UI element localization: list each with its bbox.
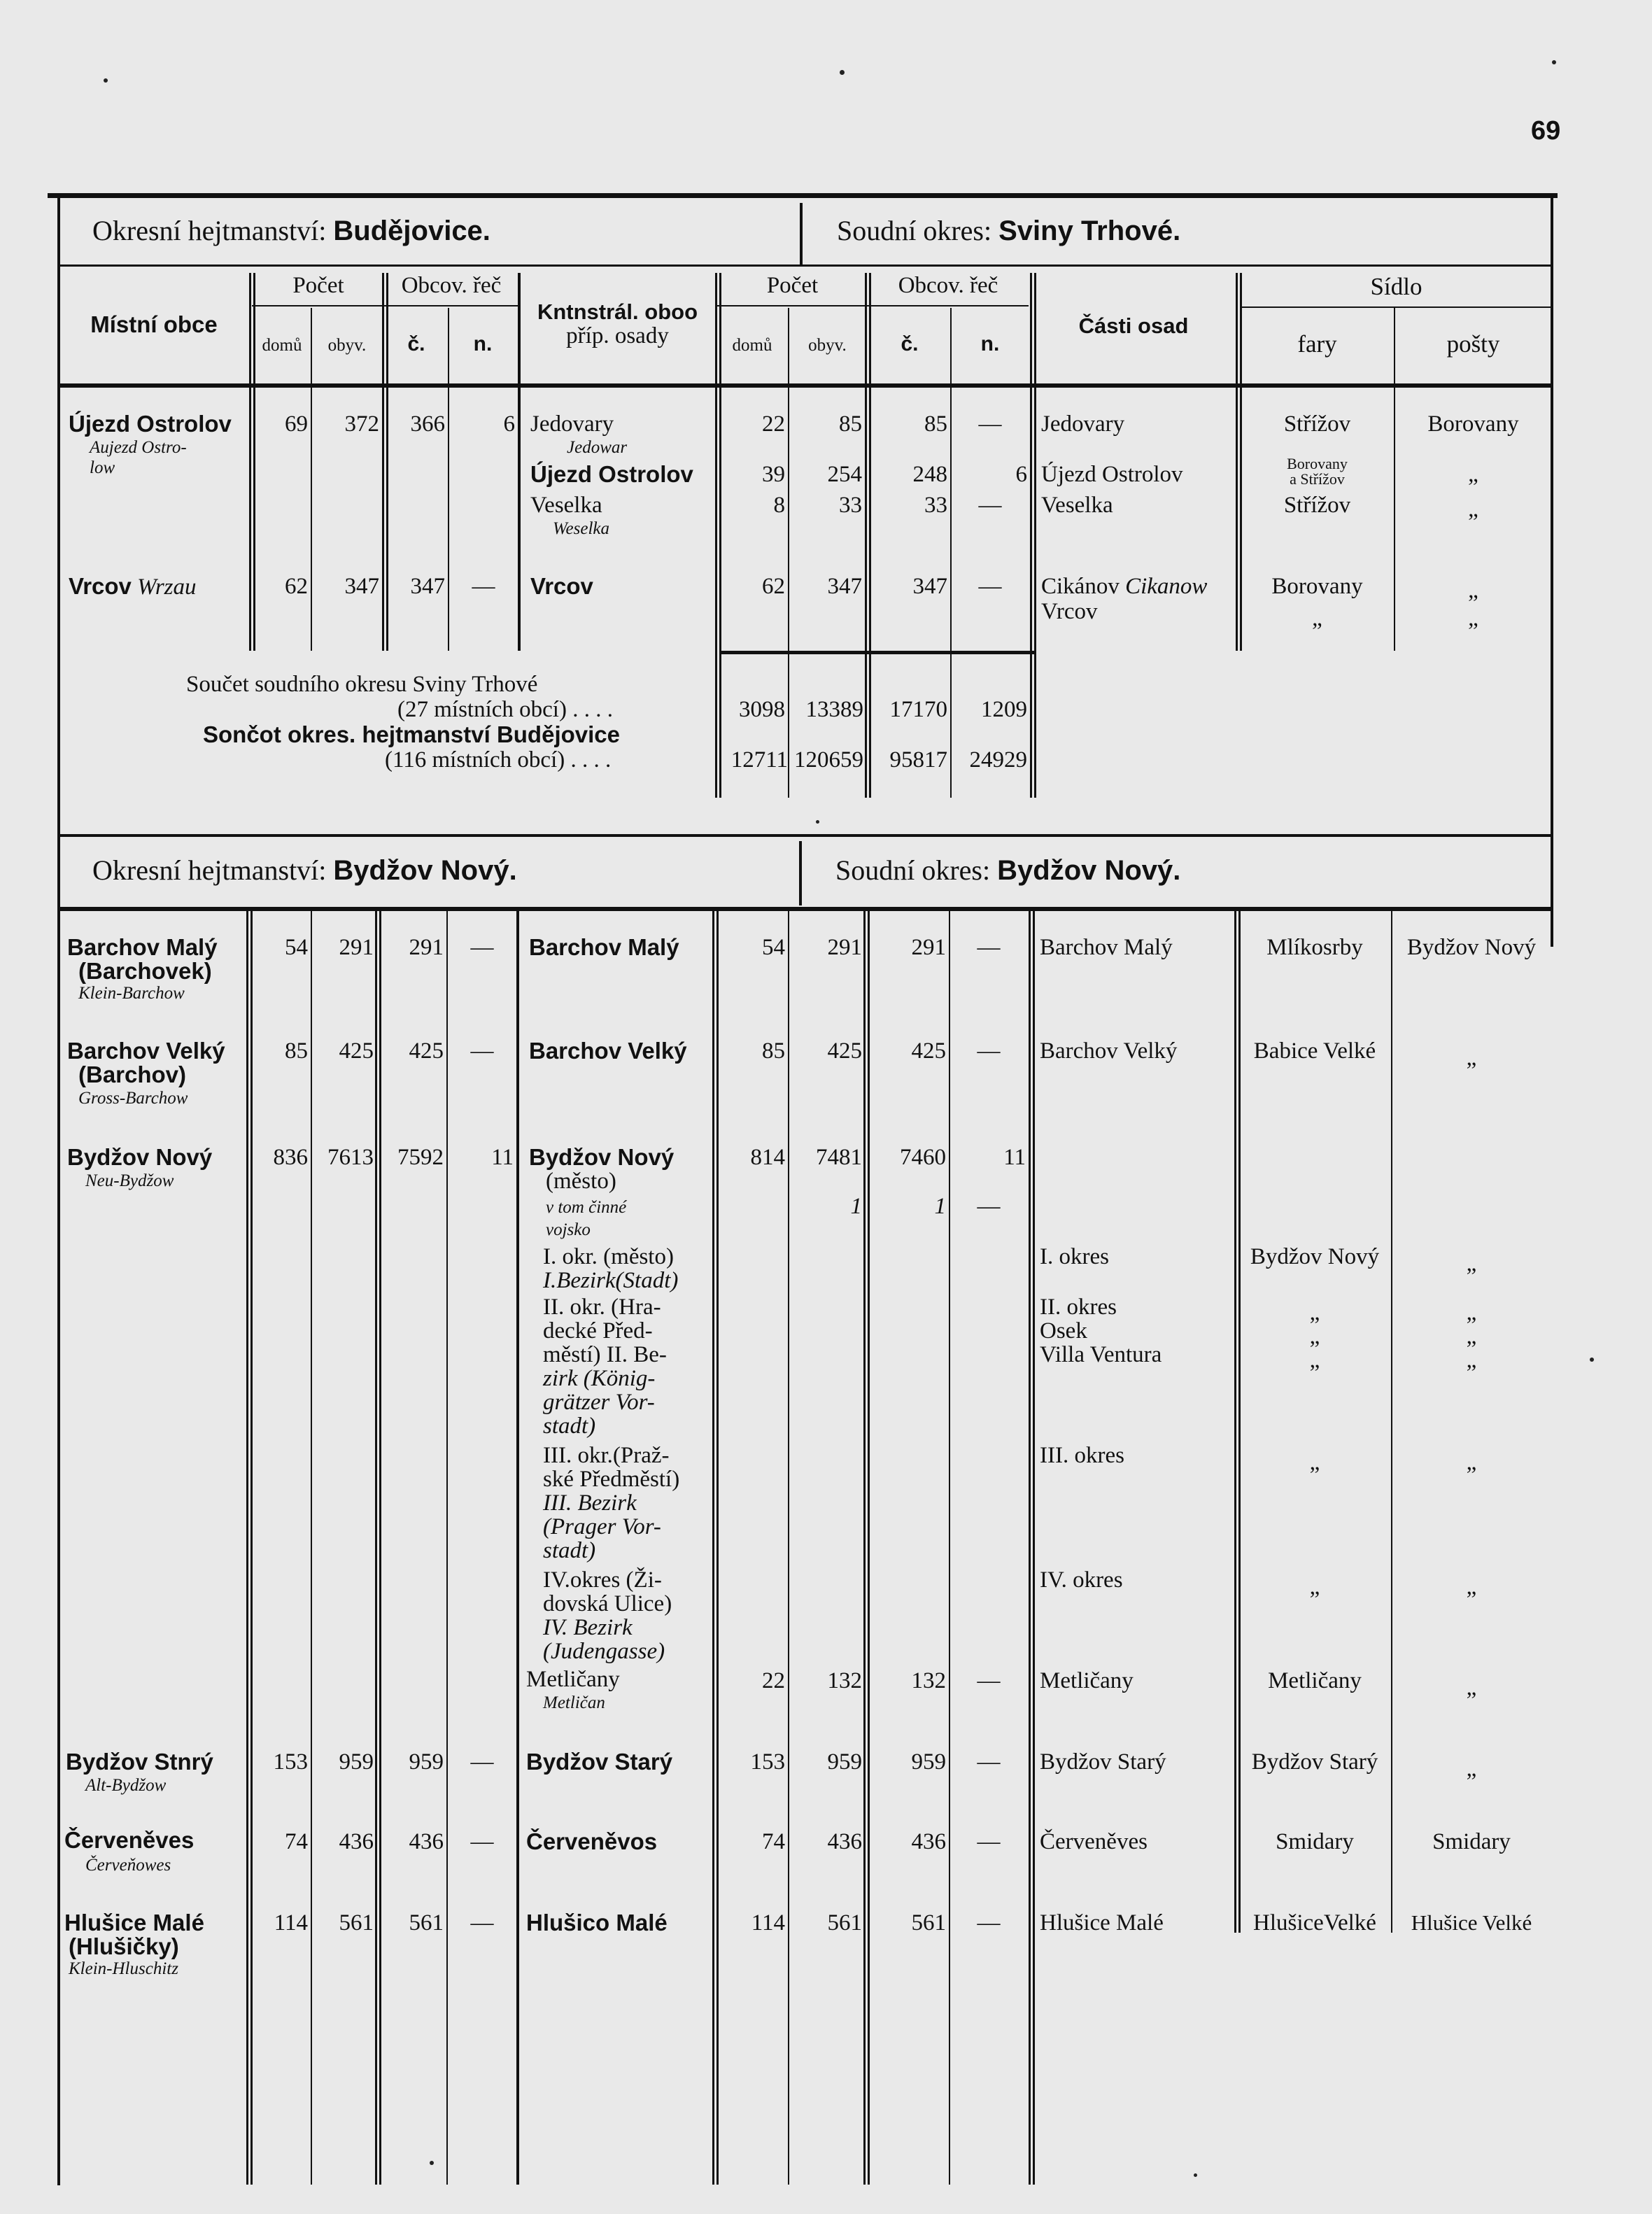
header-posty: pošty (1446, 330, 1500, 358)
speck (840, 70, 845, 75)
header-obcov-2: Obcov. řeč (898, 273, 998, 298)
top-rule (48, 193, 1558, 198)
section1-court: Soudní okres: Sviny Trhové. (837, 215, 1181, 246)
speck (1194, 2173, 1197, 2177)
header-obcov: Obcov. řeč (401, 273, 502, 298)
speck (1552, 60, 1556, 64)
header-mistni-obce: Místní obce (90, 311, 218, 337)
section2-court: Soudní okres: Bydžov Nový. (835, 854, 1181, 886)
speck (1590, 1358, 1594, 1362)
section2-title: Okresní hejtmanství: Bydžov Nový. (92, 854, 517, 886)
header-sidlo: Sídlo (1370, 273, 1422, 300)
section1-title: Okresní hejtmanství: Budějovice. (92, 215, 490, 246)
header-katastr: Kntnstrál. oboo (537, 299, 698, 324)
header-domu: domů (262, 336, 302, 355)
header-fary: fary (1297, 330, 1337, 358)
speck (430, 2161, 434, 2165)
speck (816, 820, 819, 824)
header-pocet-2: Počet (766, 273, 819, 298)
left-border (57, 198, 60, 2185)
header-casti: Části osad (1078, 313, 1189, 338)
header-obyv: obyv. (327, 336, 367, 355)
page-number: 69 (1531, 116, 1561, 146)
header-pocet: Počet (292, 273, 344, 298)
speck (104, 78, 108, 83)
